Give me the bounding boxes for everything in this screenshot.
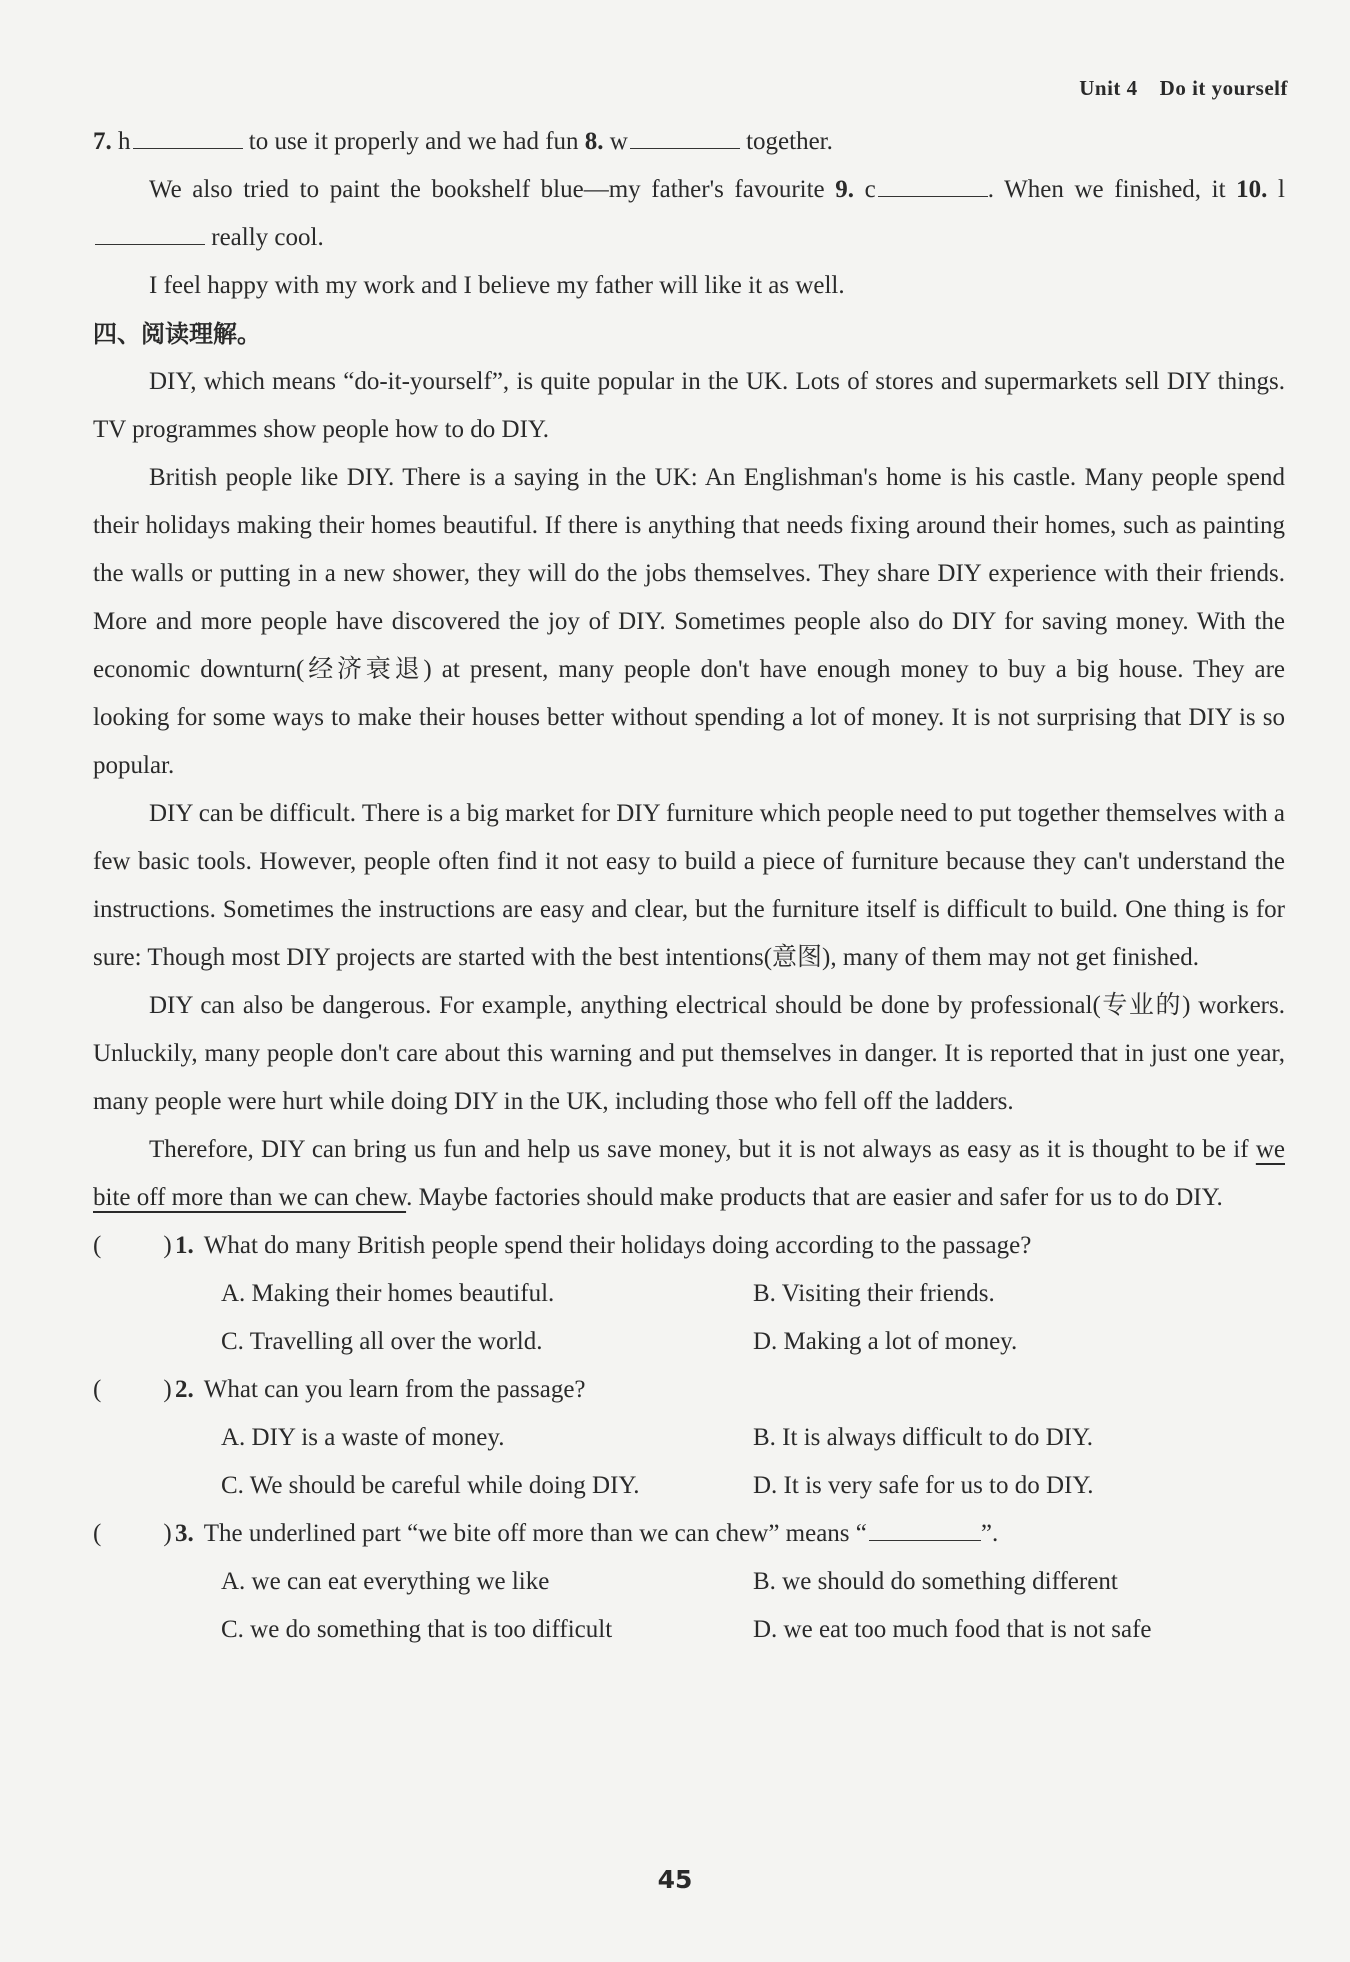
option-c[interactable]: C. Travelling all over the world. [221,1328,543,1355]
passage-paragraph: DIY can also be dangerous. For example, anything electrical should be done by professional(专业的) workers. Unluckily, many people don't care about this warning and put themselves in danger. It is reported that in just one year, many people were hurt while doing DIY in the UK, including those who fell off the ladders. [93,992,1285,1115]
question-text: What do many British people spend their holidays doing according to the passage? [203,1232,1032,1259]
options-row [221,1318,1285,1366]
options-row [221,1606,1285,1654]
question-stem [93,1510,1285,1558]
passage-paragraph: DIY, which means “do-it-yourself”, is quite popular in the UK. Lots of stores and supermarkets sell DIY things. TV programmes show people how to do DIY. [93,368,1285,443]
question-1 [93,1222,1285,1366]
underlined-phrase: we bite off more than we can chew [93,1136,1285,1211]
options-row [221,1270,1285,1318]
question-text: ”. [980,1520,999,1547]
question-number: 2. [175,1376,194,1403]
blank-number-10: 10. [1236,176,1268,203]
blank-letter-7: h [118,128,131,155]
blank-letter-10: l [1267,176,1285,203]
option-a[interactable]: A. DIY is a waste of money. [221,1424,505,1451]
section-title: 四、阅读理解。 [93,320,261,348]
cloze-line-3: I feel happy with my work and I believe my father will like it as well. [149,272,845,299]
option-b[interactable]: B. It is always difficult to do DIY. [753,1424,1094,1451]
option-d[interactable]: D. It is very safe for us to do DIY. [753,1472,1094,1499]
blank-number-9: 9. [835,176,855,203]
cloze-text: together. [739,128,833,155]
unit-title: Do it yourself [1159,76,1288,100]
option-a[interactable]: A. Making their homes beautiful. [221,1280,555,1307]
blank-8[interactable] [630,148,740,149]
answer-blank[interactable] [869,1540,981,1541]
passage-paragraph: British people like DIY. There is a saying in the UK: An Englishman's home is his castle. Many people spend their holidays making their homes beautiful. If there is anything that needs fixing around their homes, such as painting the walls or putting in a new shower, they will do the jobs themselves. They share DIY experience with their friends. More and more people have discovered the joy of DIY. Sometimes people also do DIY for saving money. With the economic downturn(经济衰退) at present, many people don't have enough money to buy a big house. They are looking for some ways to make their houses better without spending a lot of money. It is not surprising that DIY is so popular. [93,464,1285,779]
question-2 [93,1366,1285,1510]
question-text: The underlined part “we bite off more than we can chew” means “ [203,1520,867,1547]
blank-9[interactable] [878,196,988,197]
options-row [221,1462,1285,1510]
option-d[interactable]: D. we eat too much food that is not safe [753,1616,1152,1643]
blank-letter-9: c [854,176,876,203]
blank-letter-8: w [603,128,628,155]
question-3 [93,1510,1285,1654]
blank-number-7: 7. [93,128,112,155]
page-number: 45 [657,1865,693,1894]
options-row [221,1558,1285,1606]
question-number: 3. [175,1520,194,1547]
page-content [93,118,1285,1654]
cloze-text: to use it properly and we had fun [242,128,585,155]
blank-7[interactable] [133,148,243,149]
answer-bracket[interactable]: ( ) [93,1376,172,1403]
option-a[interactable]: A. we can eat everything we like [221,1568,550,1595]
answer-bracket[interactable]: ( ) [93,1520,172,1547]
passage-paragraph [93,1126,1285,1222]
cloze-line-1 [93,118,1285,166]
option-d[interactable]: D. Making a lot of money. [753,1328,1018,1355]
options-row [221,1414,1285,1462]
blank-number-8: 8. [584,128,604,155]
page-header [1079,76,1288,101]
question-stem [93,1222,1285,1270]
answer-bracket[interactable]: ( ) [93,1232,172,1259]
passage-text: . Maybe factories should make products that are easier and safer for us to do DIY. [406,1184,1223,1211]
cloze-line-2 [93,166,1285,262]
blank-10[interactable] [95,244,205,245]
cloze-text: We also tried to paint the bookshelf blue—my father's favourite [149,176,836,203]
unit-label: Unit 4 [1079,76,1138,100]
cloze-text: really cool. [205,224,324,251]
question-number: 1. [175,1232,194,1259]
passage-text: Therefore, DIY can bring us fun and help us save money, but it is not always as easy as it is thought to be if [149,1136,1256,1163]
option-b[interactable]: B. we should do something different [753,1568,1118,1595]
question-stem [93,1366,1285,1414]
option-b[interactable]: B. Visiting their friends. [753,1280,995,1307]
cloze-text: . When we finished, it [987,176,1237,203]
option-c[interactable]: C. we do something that is too difficult [221,1616,613,1643]
option-c[interactable]: C. We should be careful while doing DIY. [221,1472,640,1499]
passage-paragraph: DIY can be difficult. There is a big market for DIY furniture which people need to put together themselves with a few basic tools. However, people often find it not easy to build a piece of furniture because they can't understand the instructions. Sometimes the instructions are easy and clear, but the furniture itself is difficult to build. One thing is for sure: Though most DIY projects are started with the best intentions(意图), many of them may not get finished. [93,800,1285,971]
question-text: What can you learn from the passage? [203,1376,586,1403]
